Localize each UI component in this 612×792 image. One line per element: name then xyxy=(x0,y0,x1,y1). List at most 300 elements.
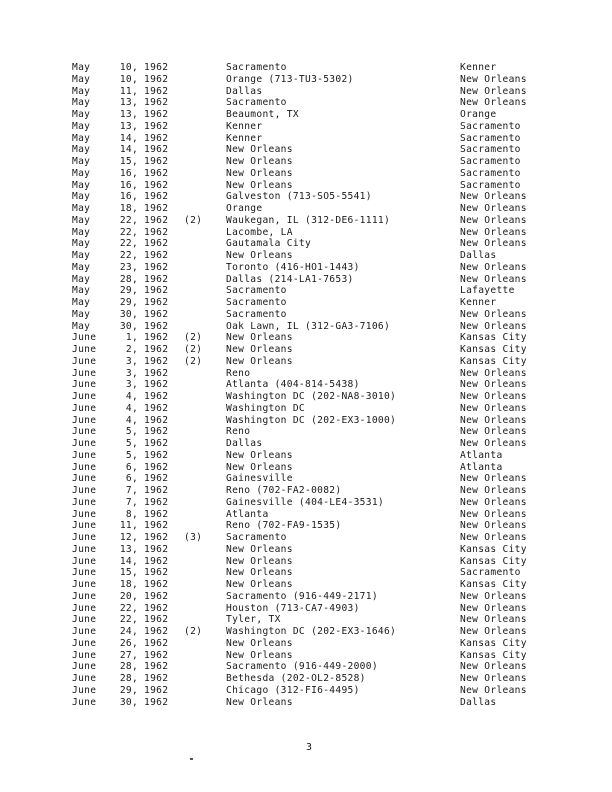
table-row xyxy=(72,144,552,156)
year-cell: 1962 xyxy=(144,532,169,543)
origin-cell: Sacramento xyxy=(460,167,521,179)
destination-cell: Kenner xyxy=(226,132,263,144)
destination-cell: Sacramento xyxy=(226,532,287,543)
date-separator: , xyxy=(132,167,139,179)
table-row xyxy=(72,168,552,180)
table-row xyxy=(72,591,552,603)
year-cell: 1962 xyxy=(144,273,169,285)
day-cell: 10 xyxy=(119,62,132,73)
table-row xyxy=(72,97,552,109)
year-cell: 1962 xyxy=(144,590,169,602)
year-cell: 1962 xyxy=(144,379,169,391)
origin-cell: New Orleans xyxy=(460,532,527,543)
table-row xyxy=(72,368,552,380)
day-cell: 4 xyxy=(125,402,132,414)
origin-cell: Sacramento xyxy=(460,567,521,579)
date-separator: , xyxy=(132,214,139,226)
table-row xyxy=(72,274,552,286)
day-cell: 11 xyxy=(119,520,132,532)
date-separator: , xyxy=(132,626,139,637)
origin-cell: Kenner xyxy=(460,62,497,73)
table-row xyxy=(72,62,552,74)
destination-cell: Toronto (416-HO1-1443) xyxy=(226,261,360,273)
month-cell: May xyxy=(72,109,91,120)
destination-cell: Sacramento (916-449-2171) xyxy=(226,590,378,602)
table-row xyxy=(72,685,552,697)
year-cell: 1962 xyxy=(144,179,169,191)
day-cell: 3 xyxy=(125,355,132,367)
origin-cell: Kansas City xyxy=(460,579,527,590)
month-cell: June xyxy=(72,485,97,496)
destination-cell: New Orleans xyxy=(226,543,293,555)
year-cell: 1962 xyxy=(144,438,169,449)
table-row xyxy=(72,661,552,673)
day-cell: 30 xyxy=(119,320,132,332)
date-separator: , xyxy=(132,156,139,167)
year-cell: 1962 xyxy=(144,261,169,273)
date-separator: , xyxy=(132,532,139,543)
destination-cell: New Orleans xyxy=(226,156,293,167)
day-cell: 7 xyxy=(125,485,132,496)
date-separator: , xyxy=(132,261,139,273)
date-separator: , xyxy=(132,226,139,238)
date-separator: , xyxy=(132,97,139,109)
origin-cell: New Orleans xyxy=(460,73,527,85)
destination-cell: Gainesville xyxy=(226,473,293,485)
origin-cell: New Orleans xyxy=(460,614,527,626)
destination-cell: New Orleans xyxy=(226,555,293,567)
table-row xyxy=(72,297,552,309)
month-cell: May xyxy=(72,156,91,167)
date-separator: , xyxy=(132,250,139,261)
year-cell: 1962 xyxy=(144,496,169,508)
destination-cell: Reno (702-FA2-0082) xyxy=(226,485,342,496)
month-cell: May xyxy=(72,250,91,261)
year-cell: 1962 xyxy=(144,203,169,214)
month-cell: June xyxy=(72,391,97,402)
date-separator: , xyxy=(132,614,139,626)
table-row xyxy=(72,579,552,591)
destination-cell: Washington DC xyxy=(226,402,305,414)
month-cell: June xyxy=(72,684,97,696)
table-row xyxy=(72,438,552,450)
table-row xyxy=(72,673,552,685)
day-cell: 4 xyxy=(125,414,132,426)
table-row xyxy=(72,203,552,215)
table-row xyxy=(72,426,552,438)
origin-cell: New Orleans xyxy=(460,661,527,673)
destination-cell: Sacramento xyxy=(226,308,287,320)
month-cell: May xyxy=(72,120,91,132)
day-cell: 29 xyxy=(119,285,132,297)
month-cell: June xyxy=(72,626,97,637)
origin-cell: New Orleans xyxy=(460,673,527,684)
date-separator: , xyxy=(132,355,139,367)
date-separator: , xyxy=(132,590,139,602)
date-separator: , xyxy=(132,684,139,696)
month-cell: June xyxy=(72,426,97,438)
date-separator: , xyxy=(132,379,139,391)
table-row xyxy=(72,262,552,274)
origin-cell: New Orleans xyxy=(460,273,527,285)
origin-cell: New Orleans xyxy=(460,485,527,496)
day-cell: 22 xyxy=(119,238,132,250)
origin-cell: New Orleans xyxy=(460,602,527,614)
date-separator: , xyxy=(132,543,139,555)
month-cell: June xyxy=(72,344,97,355)
month-cell: June xyxy=(72,402,97,414)
month-cell: June xyxy=(72,449,97,461)
month-cell: May xyxy=(72,85,91,97)
table-row xyxy=(72,227,552,239)
call-count-note: (2) xyxy=(184,332,203,344)
table-row xyxy=(72,156,552,168)
month-cell: June xyxy=(72,520,97,532)
table-row xyxy=(72,332,552,344)
month-cell: June xyxy=(72,332,97,344)
day-cell: 5 xyxy=(125,438,132,449)
origin-cell: New Orleans xyxy=(460,261,527,273)
year-cell: 1962 xyxy=(144,120,169,132)
table-row xyxy=(72,391,552,403)
day-cell: 28 xyxy=(119,673,132,684)
day-cell: 30 xyxy=(119,308,132,320)
table-row xyxy=(72,191,552,203)
year-cell: 1962 xyxy=(144,485,169,496)
destination-cell: New Orleans xyxy=(226,637,293,649)
month-cell: May xyxy=(72,144,91,156)
destination-cell: Atlanta xyxy=(226,508,269,520)
destination-cell: Reno xyxy=(226,426,251,438)
day-cell: 5 xyxy=(125,426,132,438)
date-separator: , xyxy=(132,144,139,156)
table-row xyxy=(72,356,552,368)
year-cell: 1962 xyxy=(144,402,169,414)
destination-cell: New Orleans xyxy=(226,355,293,367)
table-row xyxy=(72,544,552,556)
destination-cell: New Orleans xyxy=(226,461,293,473)
day-cell: 18 xyxy=(119,579,132,590)
table-row xyxy=(72,238,552,250)
destination-cell: Galveston (713-SO5-5541) xyxy=(226,191,372,203)
date-separator: , xyxy=(132,120,139,132)
date-separator: , xyxy=(132,696,139,708)
year-cell: 1962 xyxy=(144,144,169,156)
origin-cell: New Orleans xyxy=(460,367,527,379)
origin-cell: New Orleans xyxy=(460,238,527,250)
table-row xyxy=(72,614,552,626)
destination-cell: Orange xyxy=(226,203,263,214)
origin-cell: Atlanta xyxy=(460,449,503,461)
origin-cell: Orange xyxy=(460,109,497,120)
destination-cell: Dallas (214-LA1-7653) xyxy=(226,273,354,285)
year-cell: 1962 xyxy=(144,391,169,402)
table-row xyxy=(72,532,552,544)
date-separator: , xyxy=(132,402,139,414)
call-count-note: (2) xyxy=(184,626,203,637)
date-separator: , xyxy=(132,332,139,344)
year-cell: 1962 xyxy=(144,62,169,73)
date-separator: , xyxy=(132,191,139,203)
origin-cell: Sacramento xyxy=(460,156,521,167)
destination-cell: New Orleans xyxy=(226,332,293,344)
destination-cell: Bethesda (202-OL2-8528) xyxy=(226,673,366,684)
year-cell: 1962 xyxy=(144,238,169,250)
origin-cell: New Orleans xyxy=(460,191,527,203)
origin-cell: Kansas City xyxy=(460,344,527,355)
origin-cell: Sacramento xyxy=(460,179,521,191)
day-cell: 22 xyxy=(119,226,132,238)
destination-cell: Sacramento (916-449-2000) xyxy=(226,661,378,673)
month-cell: May xyxy=(72,308,91,320)
month-cell: May xyxy=(72,226,91,238)
date-separator: , xyxy=(132,414,139,426)
month-cell: June xyxy=(72,555,97,567)
destination-cell: Kenner xyxy=(226,120,263,132)
destination-cell: Reno (702-FA9-1535) xyxy=(226,520,342,532)
table-row xyxy=(72,603,552,615)
year-cell: 1962 xyxy=(144,297,169,308)
destination-cell: New Orleans xyxy=(226,579,293,590)
day-cell: 13 xyxy=(119,543,132,555)
table-row xyxy=(72,180,552,192)
year-cell: 1962 xyxy=(144,661,169,673)
year-cell: 1962 xyxy=(144,132,169,144)
origin-cell: New Orleans xyxy=(460,402,527,414)
page-number: 3 xyxy=(306,742,313,753)
year-cell: 1962 xyxy=(144,543,169,555)
year-cell: 1962 xyxy=(144,626,169,637)
year-cell: 1962 xyxy=(144,673,169,684)
day-cell: 3 xyxy=(125,379,132,391)
table-row xyxy=(72,215,552,227)
destination-cell: Dallas xyxy=(226,85,263,97)
year-cell: 1962 xyxy=(144,308,169,320)
date-separator: , xyxy=(132,473,139,485)
table-row xyxy=(72,509,552,521)
date-separator: , xyxy=(132,520,139,532)
origin-cell: New Orleans xyxy=(460,626,527,637)
year-cell: 1962 xyxy=(144,167,169,179)
scan-speck xyxy=(190,758,193,760)
table-row xyxy=(72,379,552,391)
origin-cell: Kansas City xyxy=(460,555,527,567)
destination-cell: New Orleans xyxy=(226,344,293,355)
destination-cell: Sacramento xyxy=(226,97,287,109)
table-row xyxy=(72,520,552,532)
date-separator: , xyxy=(132,508,139,520)
date-separator: , xyxy=(132,179,139,191)
day-cell: 29 xyxy=(119,297,132,308)
table-row xyxy=(72,344,552,356)
date-separator: , xyxy=(132,637,139,649)
destination-cell: New Orleans xyxy=(226,649,293,661)
year-cell: 1962 xyxy=(144,320,169,332)
table-row xyxy=(72,497,552,509)
month-cell: May xyxy=(72,273,91,285)
year-cell: 1962 xyxy=(144,250,169,261)
day-cell: 30 xyxy=(119,696,132,708)
origin-cell: Sacramento xyxy=(460,144,521,156)
day-cell: 22 xyxy=(119,614,132,626)
month-cell: May xyxy=(72,285,91,297)
month-cell: June xyxy=(72,532,97,543)
month-cell: May xyxy=(72,179,91,191)
date-separator: , xyxy=(132,673,139,684)
destination-cell: Tyler, TX xyxy=(226,614,281,626)
origin-cell: New Orleans xyxy=(460,379,527,391)
date-separator: , xyxy=(132,367,139,379)
year-cell: 1962 xyxy=(144,85,169,97)
month-cell: May xyxy=(72,62,91,73)
year-cell: 1962 xyxy=(144,696,169,708)
table-row xyxy=(72,567,552,579)
destination-cell: Reno xyxy=(226,367,251,379)
table-row xyxy=(72,473,552,485)
year-cell: 1962 xyxy=(144,461,169,473)
table-row xyxy=(72,462,552,474)
destination-cell: Gautamala City xyxy=(226,238,312,250)
date-separator: , xyxy=(132,438,139,449)
month-cell: June xyxy=(72,496,97,508)
origin-cell: Atlanta xyxy=(460,461,503,473)
destination-cell: New Orleans xyxy=(226,167,293,179)
date-separator: , xyxy=(132,602,139,614)
day-cell: 22 xyxy=(119,214,132,226)
date-separator: , xyxy=(132,238,139,250)
month-cell: May xyxy=(72,191,91,203)
table-row xyxy=(72,309,552,321)
origin-cell: New Orleans xyxy=(460,391,527,402)
date-separator: , xyxy=(132,109,139,120)
day-cell: 1 xyxy=(125,332,132,344)
month-cell: June xyxy=(72,367,97,379)
call-count-note: (2) xyxy=(184,214,203,226)
destination-cell: Washington DC (202-EX3-1000) xyxy=(226,414,397,426)
month-cell: May xyxy=(72,132,91,144)
table-row xyxy=(72,321,552,333)
date-separator: , xyxy=(132,391,139,402)
call-count-note: (3) xyxy=(184,532,203,543)
table-row xyxy=(72,109,552,121)
destination-cell: Sacramento xyxy=(226,285,287,297)
day-cell: 14 xyxy=(119,555,132,567)
table-row xyxy=(72,450,552,462)
year-cell: 1962 xyxy=(144,332,169,344)
date-separator: , xyxy=(132,203,139,214)
origin-cell: New Orleans xyxy=(460,496,527,508)
origin-cell: New Orleans xyxy=(460,85,527,97)
destination-cell: Atlanta (404-814-5438) xyxy=(226,379,360,391)
day-cell: 18 xyxy=(119,203,132,214)
table-row xyxy=(72,74,552,86)
day-cell: 8 xyxy=(125,508,132,520)
year-cell: 1962 xyxy=(144,520,169,532)
year-cell: 1962 xyxy=(144,555,169,567)
day-cell: 16 xyxy=(119,191,132,203)
date-separator: , xyxy=(132,555,139,567)
month-cell: June xyxy=(72,673,97,684)
month-cell: June xyxy=(72,473,97,485)
year-cell: 1962 xyxy=(144,614,169,626)
day-cell: 13 xyxy=(119,109,132,120)
day-cell: 16 xyxy=(119,179,132,191)
month-cell: June xyxy=(72,355,97,367)
year-cell: 1962 xyxy=(144,414,169,426)
destination-cell: Dallas xyxy=(226,438,263,449)
destination-cell: Washington DC (202-EX3-1646) xyxy=(226,626,397,637)
table-row xyxy=(72,250,552,262)
table-row xyxy=(72,86,552,98)
year-cell: 1962 xyxy=(144,97,169,109)
origin-cell: New Orleans xyxy=(460,320,527,332)
year-cell: 1962 xyxy=(144,191,169,203)
day-cell: 12 xyxy=(119,532,132,543)
date-separator: , xyxy=(132,461,139,473)
date-separator: , xyxy=(132,426,139,438)
month-cell: June xyxy=(72,379,97,391)
month-cell: May xyxy=(72,261,91,273)
table-row xyxy=(72,650,552,662)
year-cell: 1962 xyxy=(144,449,169,461)
day-cell: 10 xyxy=(119,73,132,85)
month-cell: June xyxy=(72,696,97,708)
date-separator: , xyxy=(132,73,139,85)
origin-cell: Kansas City xyxy=(460,332,527,344)
table-row xyxy=(72,697,552,709)
origin-cell: New Orleans xyxy=(460,414,527,426)
day-cell: 6 xyxy=(125,461,132,473)
year-cell: 1962 xyxy=(144,214,169,226)
origin-cell: Lafayette xyxy=(460,285,515,297)
day-cell: 13 xyxy=(119,97,132,109)
month-cell: May xyxy=(72,73,91,85)
destination-cell: New Orleans xyxy=(226,250,293,261)
month-cell: June xyxy=(72,414,97,426)
origin-cell: New Orleans xyxy=(460,97,527,109)
month-cell: May xyxy=(72,238,91,250)
origin-cell: Sacramento xyxy=(460,132,521,144)
table-row xyxy=(72,626,552,638)
date-separator: , xyxy=(132,344,139,355)
month-cell: May xyxy=(72,214,91,226)
date-separator: , xyxy=(132,297,139,308)
destination-cell: Chicago (312-FI6-4495) xyxy=(226,684,360,696)
origin-cell: New Orleans xyxy=(460,214,527,226)
origin-cell: Kansas City xyxy=(460,355,527,367)
month-cell: June xyxy=(72,661,97,673)
month-cell: June xyxy=(72,637,97,649)
destination-cell: Washington DC (202-NA8-3010) xyxy=(226,391,397,402)
month-cell: June xyxy=(72,649,97,661)
destination-cell: Lacombe, LA xyxy=(226,226,293,238)
date-separator: , xyxy=(132,132,139,144)
date-separator: , xyxy=(132,649,139,661)
year-cell: 1962 xyxy=(144,73,169,85)
date-separator: , xyxy=(132,496,139,508)
date-separator: , xyxy=(132,449,139,461)
origin-cell: New Orleans xyxy=(460,203,527,214)
year-cell: 1962 xyxy=(144,649,169,661)
call-log-table xyxy=(72,62,552,708)
date-separator: , xyxy=(132,285,139,297)
destination-cell: Beaumont, TX xyxy=(226,109,299,120)
month-cell: June xyxy=(72,590,97,602)
day-cell: 15 xyxy=(119,567,132,579)
date-separator: , xyxy=(132,661,139,673)
month-cell: June xyxy=(72,579,97,590)
year-cell: 1962 xyxy=(144,567,169,579)
